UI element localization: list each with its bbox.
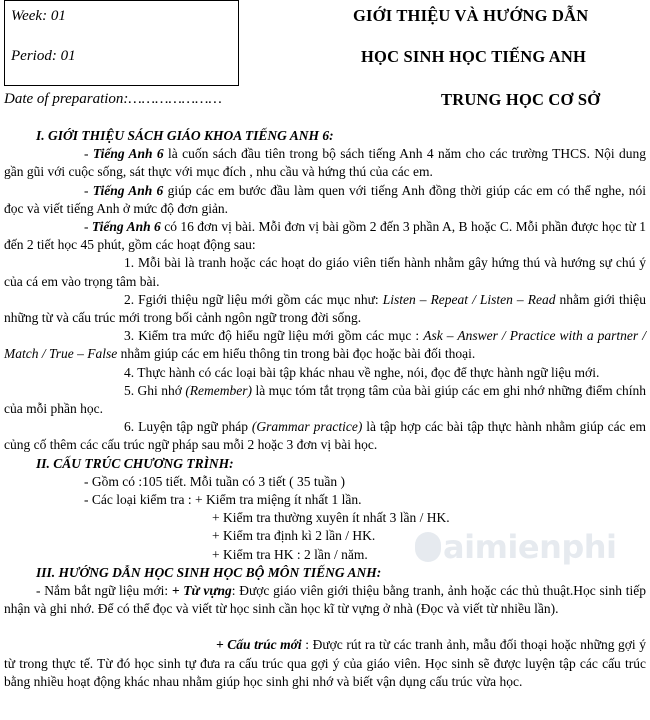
watermark-icon [415,532,441,562]
structure-line: - Gồm có :105 tiết. Mỗi tuần có 3 tiết ( 35 tuần ) [84,473,345,489]
date-of-preparation: Date of preparation:………………… [4,91,222,107]
activity-item: 3. Kiểm tra mức độ hiểu ngữ liệu mới gồm các mục : Ask – Answer / Practice with a partner / Match / True – False nhằm giúp các em hiểu thông tin trong bài đọc hoặc bài đối thoại. [4,328,646,362]
week-period-box [4,0,239,86]
activity-item: 6. Luyện tập ngữ pháp (Grammar practice) là tập hợp các bài tập thực hành nhằm giúp các em củng cố thêm các cấu trúc ngữ pháp sau mỗi 2 hoặc 3 đơn vị bài học. [4,419,646,453]
title-line-2: HỌC SINH HỌC TIẾNG ANH [361,47,587,66]
section-1-paragraph: - Tiếng Anh 6 là cuốn sách đầu tiên trong bộ sách tiếng Anh 4 năm cho các trường THCS. Nội dung gần gũi với cuộc sống, sát thực với mục đích , nhu cầu và hứng thú của các em. [4,146,647,180]
activity-item: 4. Thực hành có các loại bài tập khác nhau về nghe, nói, đọc để thực hành ngữ liệu mới. [124,364,600,380]
activity-item: 5. Ghi nhớ (Remember) là mục tóm tắt trọng tâm của bài giúp các em ghi nhớ những điểm chính của mỗi phần học. [4,382,647,417]
document-body [4,127,646,691]
section-1-heading: I. GIỚI THIỆU SÁCH GIÁO KHOA TIẾNG ANH 6: [36,128,334,143]
watermark-logo: aimienphi [415,528,617,566]
title-line-3: TRUNG HỌC CƠ SỞ [441,90,601,109]
section-1-paragraph: - Tiếng Anh 6 có 16 đơn vị bài. Mỗi đơn vị bài gồm 2 đến 3 phần A, B hoặc C. Mỗi phần được học từ 1 đến 2 tiết học 45 phút, gồm các hoạt động sau: [4,219,646,253]
period-label: Period: 01 [11,48,76,64]
activity-item: 2. Fgiới thiệu ngữ liệu mới gồm các mục như: Listen – Repeat / Listen – Read nhằm giới thiệu những từ và cấu trúc mới trong bối cảnh ngôn ngữ trong đời sống. [4,291,646,326]
section-1-paragraph: - Tiếng Anh 6 giúp các em bước đầu làm quen với tiếng Anh đồng thời giúp các em có thể nghe, nói đọc và viết tiếng Anh ở mức độ đơn giản. [4,182,647,216]
activity-item: 1. Mỗi bài là tranh hoặc các hoạt do giáo viên tiến hành nhằm gây hứng thú và hướng sự chú ý của cá em vào trọng tâm bài. [4,255,646,289]
section-2-heading: II. CẤU TRÚC CHƯƠNG TRÌNH: [36,455,234,471]
structure-line: + Kiểm tra định kì 2 lần / HK. [212,528,376,544]
section-3-paragraph: + Cấu trúc mới : Được rút ra từ các tranh ảnh, mẫu đối thoại hoặc những gợi ý từ trong thực tế. Từ đó học sinh tự đưa ra cấu trúc qua gợi ý của giáo viên. Học sinh sẽ được luyện tập các cấu trúc bằng nhiều hoạt động khác nhau nhằm giúp học sinh ghi nhớ và biết vận dụng cấu trúc vừa học. [4,637,646,689]
structure-line: - Các loại kiểm tra : + Kiểm tra miệng ít nhất 1 lần. [84,492,362,508]
structure-line: + Kiểm tra HK : 2 lần / năm. [212,546,368,562]
week-label: Week: 01 [11,8,66,24]
structure-line: + Kiểm tra thường xuyên ít nhất 3 lần / HK. [212,510,450,526]
title-line-1: GIỚI THIỆU VÀ HƯỚNG DẪN [353,6,589,25]
section-3-heading: III. HƯỚNG DẪN HỌC SINH HỌC BỘ MÔN TIẾNG ANH: [36,564,382,580]
section-3-paragraph: - Nắm bắt ngữ liệu mới: + Từ vựng: Được giáo viên giới thiệu bằng tranh, ảnh hoặc các thủ thuật.Học sinh tiếp nhận và ghi nhớ. Để có thể đọc và viết từ học sinh cần học kĩ từ vựng ở nhà (Đọc và viết từ nhiều lần). [4,583,646,617]
